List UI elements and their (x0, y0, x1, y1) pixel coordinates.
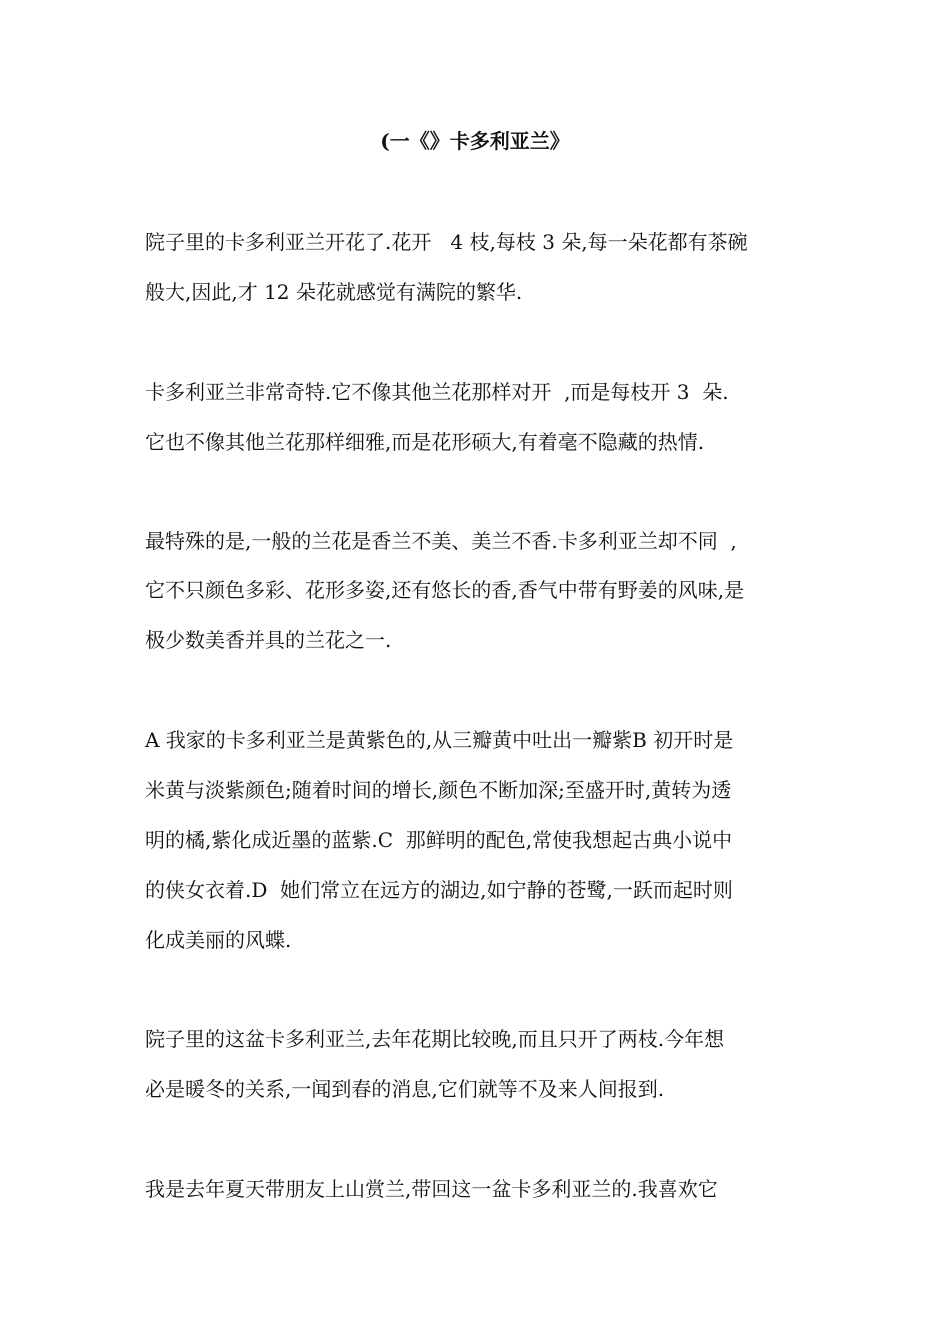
text-line: 极少数美香并具的兰花之一. (145, 628, 392, 652)
text-line: 般大,因此,才 12 朵花就感觉有满院的繁华. (145, 280, 523, 304)
text-line: 明的橘,紫化成近墨的蓝紫.C 那鲜明的配色,常使我想起古典小说中 (145, 828, 733, 852)
text-line: 院子里的卡多利亚兰开花了.花开 4 枝,每枝 3 朵,每一朵花都有茶碗 (145, 230, 748, 254)
document-title: (一《》卡多利亚兰》 (380, 129, 570, 153)
text-line: 米黄与淡紫颜色;随着时间的增长,颜色不断加深;至盛开时,黄转为透 (145, 778, 732, 802)
text-line: 它也不像其他兰花那样细雅,而是花形硕大,有着毫不隐藏的热情. (145, 430, 705, 454)
text-line: A 我家的卡多利亚兰是黄紫色的,从三瓣黄中吐出一瓣紫B 初开时是 (145, 728, 734, 752)
text-line: 卡多利亚兰非常奇特.它不像其他兰花那样对开 ,而是每枝开 3 朵. (145, 380, 729, 404)
text-line: 我是去年夏天带朋友上山赏兰,带回这一盆卡多利亚兰的.我喜欢它 (145, 1177, 718, 1201)
text-line: 化成美丽的风蝶. (145, 928, 292, 952)
text-line: 院子里的这盆卡多利亚兰,去年花期比较晚,而且只开了两枝.今年想 (145, 1027, 725, 1051)
text-line: 必是暖冬的关系,一闻到春的消息,它们就等不及来人间报到. (145, 1077, 665, 1101)
text-line: 它不只颜色多彩、花形多姿,还有悠长的香,香气中带有野姜的风味,是 (145, 578, 745, 602)
text-line: 最特殊的是,一般的兰花是香兰不美、美兰不香.卡多利亚兰却不同 , (145, 529, 737, 553)
text-line: 的侠女衣着.D 她们常立在远方的湖边,如宁静的苍鹭,一跃而起时则 (145, 878, 733, 902)
